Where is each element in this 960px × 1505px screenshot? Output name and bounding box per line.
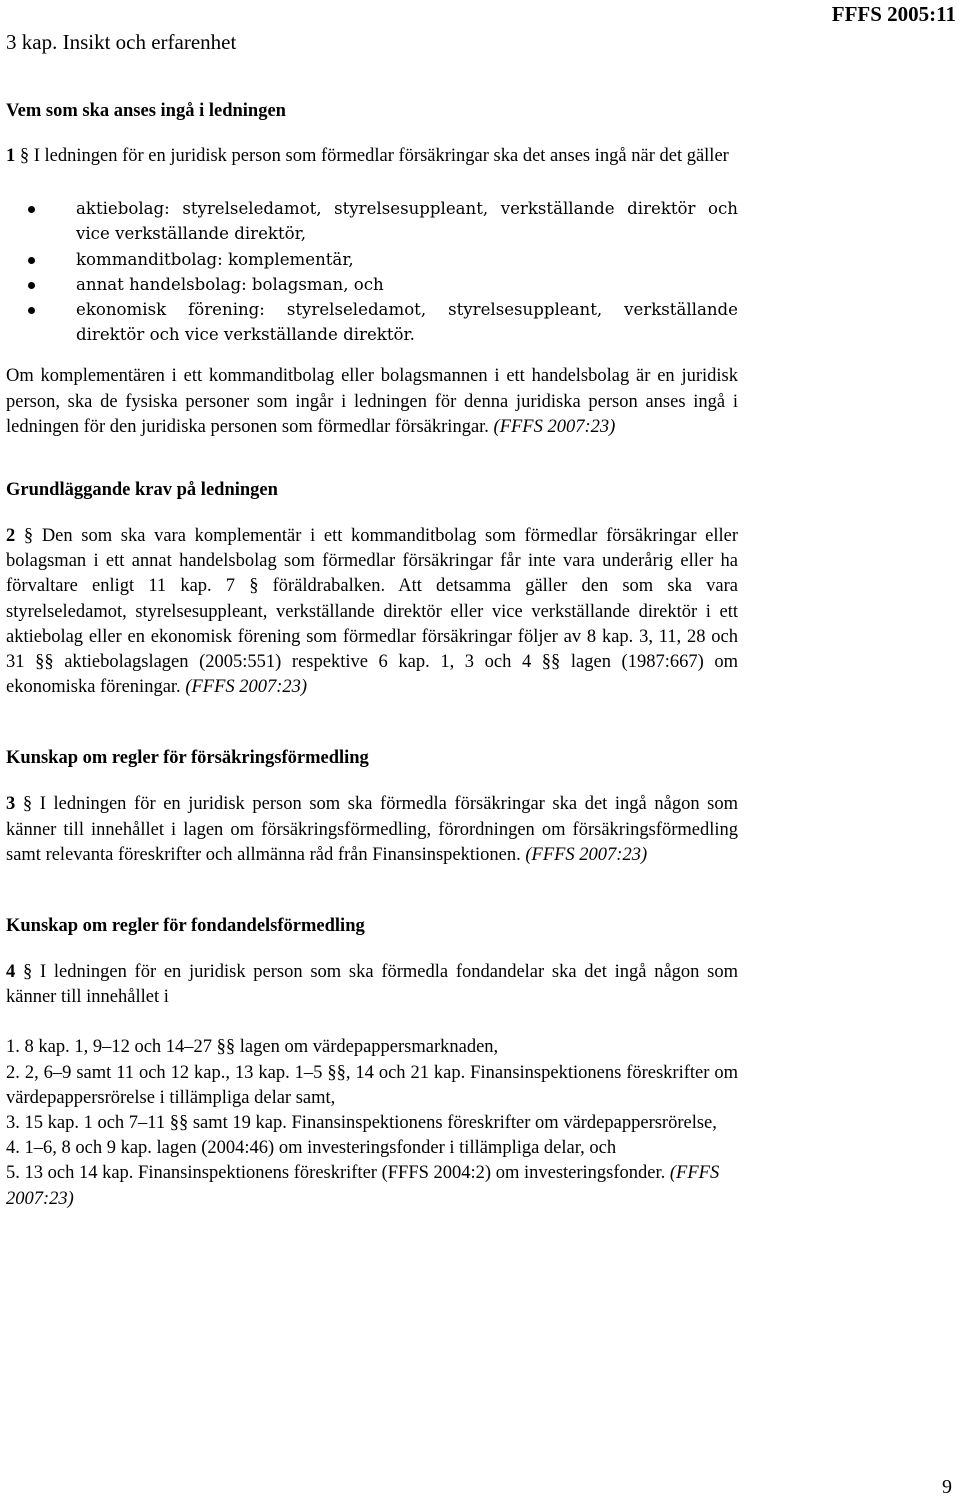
list-item-last (6, 1161, 738, 1211)
paragraph-number-4: 4 (6, 962, 16, 983)
bullet-icon (28, 307, 35, 314)
paragraph-2 (6, 524, 738, 700)
paragraph-number-3: 3 (6, 794, 16, 815)
document-body (6, 99, 738, 1212)
paragraph-2-text: Den som ska vara komplementär i ett kommanditbolag som förmedlar försäkringar eller bolagsman i ett annat handelsbolag som förmedlar försäkringar får inte vara underårig eller ha förvaltare enligt 11 kap. 7 § föräldrabalken. Att detsamma gäller den som ska vara styrelseledamot, styrelsesuppleant, verkställande direktör eller vice verkställande direktör i ett aktiebolag eller en ekonomisk förening som förmedlar försäkringar följer av 8 kap. 3, 11, 28 och 31 §§ aktiebolagslagen (2005:551) respektive 6 kap. 1, 3 och 4 §§ lagen (1987:667) om ekonomiska föreningar. (6, 526, 739, 698)
paragraph-number-2: 2 (6, 526, 16, 547)
numbered-list-4 (6, 1035, 738, 1211)
amendment-reference: (FFFS 2007:23) (185, 677, 308, 698)
heading-fondandelsformedling: Kunskap om regler för fondandelsförmedling (6, 916, 365, 937)
list-item: 1. 8 kap. 1, 9–12 och 14–27 §§ lagen om värdepappersmarknaden, (6, 1037, 499, 1058)
paragraph-1-intro (6, 144, 738, 169)
paragraph-1-body (6, 364, 738, 440)
amendment-reference: (FFFS 2007:23) (493, 416, 616, 437)
heading-forsakringsformedling: Kunskap om regler för försäkringsförmedling (6, 748, 369, 769)
section-sign-1: § (19, 146, 30, 166)
bullet-icon (28, 257, 35, 264)
heading-grundlaggande-krav: Grundläggande krav på ledningen (6, 480, 278, 501)
bullet-text: kommanditbolag: komplementär, (76, 249, 354, 269)
list-item: 2. 2, 6–9 samt 11 och 12 kap., 13 kap. 1–5 §§, 14 och 21 kap. Finansinspektionens föreskrifter om värdepappersrörelse i tillämpliga delar samt, (6, 1062, 738, 1108)
page-number: 9 (942, 1476, 952, 1498)
list-item: 3. 15 kap. 1 och 7–11 §§ samt 19 kap. Finansinspektionens föreskrifter om värdepappersrörelse, (6, 1113, 717, 1134)
bullet-item-aktiebolag (6, 196, 738, 246)
bullet-item-kommanditbolag (6, 247, 738, 272)
paragraph-4-intro (6, 960, 738, 1010)
bullet-icon (28, 282, 35, 289)
heading-ledningen: Vem som ska anses ingå i ledningen (6, 101, 286, 121)
amendment-reference: (FFFS 2007:23) (6, 1163, 720, 1209)
bullet-item-ekonomisk-forening (6, 297, 738, 347)
section-sign-2: § (23, 526, 34, 547)
paragraph-number-1: 1 (6, 146, 16, 166)
bullet-list-1 (6, 196, 738, 347)
paragraph-3-text: I ledningen för en juridisk person som ska förmedla försäkringar ska det ingå någon som känner till innehållet i lagen om försäkringsförmedling, förordningen om försäkringsförmedling samt relevanta föreskrifter och allmänna råd från Finansinspektionen. (6, 794, 739, 865)
list-item: 4. 1–6, 8 och 9 kap. lagen (2004:46) om investeringsfonder i tillämpliga delar, och (6, 1138, 617, 1159)
section-sign-3: § (22, 794, 33, 815)
regulation-code: FFFS 2005:11 (831, 2, 956, 26)
bullet-icon (28, 206, 35, 213)
list-item-text: 5. 13 och 14 kap. Finansinspektionens föreskrifter (FFFS 2004:2) om investeringsfonder. (6, 1163, 666, 1184)
paragraph-4-intro-text: I ledningen för en juridisk person som ska förmedla fondandelar ska det ingå någon som känner till innehållet i (6, 962, 739, 1008)
section-sign-4: § (22, 962, 33, 983)
chapter-title: 3 kap. Insikt och erfarenhet (6, 30, 237, 54)
bullet-text: aktiebolag: styrelseledamot, styrelsesuppleant, verkställande direktör och vice verkställande direktör, (76, 199, 738, 244)
paragraph-1-body-text: Om komplementären i ett kommanditbolag eller bolagsmannen i ett handelsbolag är en juridisk person, ska de fysiska personer som ingår i ledningen för denna juridiska person anses ingå i ledningen för den juridiska personen som förmedlar försäkringar. (6, 366, 738, 437)
bullet-text: ekonomisk förening: styrelseledamot, styrelsesuppleant, verkställande direktör och vice verkställande direktör. (76, 300, 738, 345)
bullet-text: annat handelsbolag: bolagsman, och (76, 274, 384, 294)
amendment-reference: (FFFS 2007:23) (525, 844, 648, 865)
paragraph-3 (6, 792, 738, 868)
bullet-item-handelsbolag (6, 272, 738, 297)
paragraph-1-intro-text: I ledningen för en juridisk person som förmedlar försäkringar ska det anses ingå när det gäller (33, 146, 729, 166)
